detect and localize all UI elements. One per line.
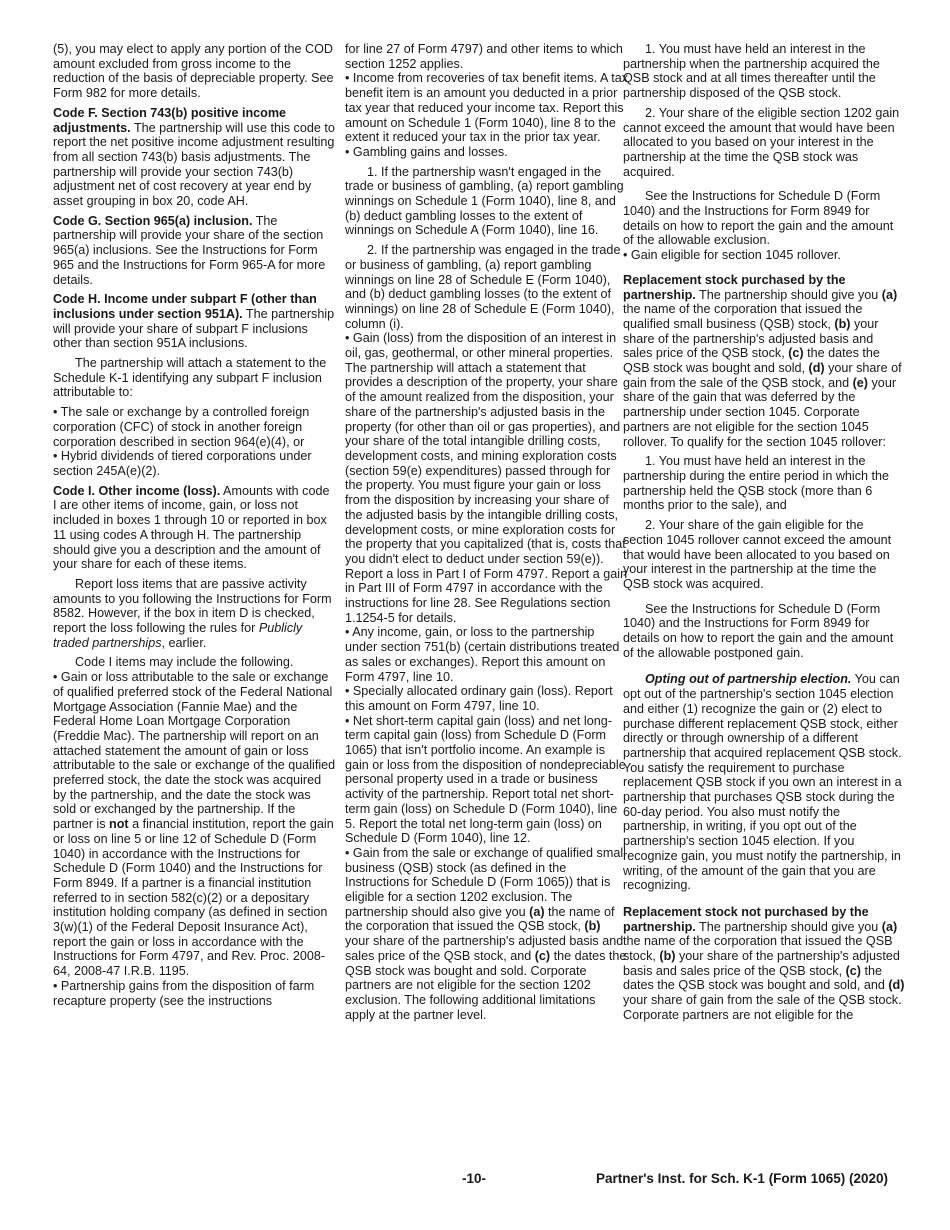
text: your share of gain from the sale of the QSB stock. Corporate partners are not eligible for the (623, 993, 902, 1022)
emphasis-not: not (109, 817, 129, 832)
text: the dates the QSB stock was bought and sold, and (623, 963, 889, 993)
label-a: (a) (529, 904, 545, 919)
label-c: (c) (788, 346, 804, 361)
column-right (623, 42, 906, 1028)
numbered-item: 1. You must have held an interest in the partnership when the partnership acquired the QSB stock and at all times thereafter until the partnership disposed of the QSB stock. (623, 42, 880, 101)
bullet-item (53, 670, 336, 979)
bullet-item (345, 846, 628, 1022)
code-i-section (53, 484, 336, 572)
code-i-heading: Code I. Other income (loss). (53, 483, 221, 498)
text: the name of the corporation that issued the QSB stock, (345, 904, 615, 934)
italic-reference: Publicly traded partnerships (53, 621, 303, 650)
text: the dates the QSB stock was bought and sold. Corporate partners are not eligible for the section 1202 exclusion. The following additional limitations apply at the partner level. (345, 948, 627, 1022)
label-c: (c) (534, 948, 551, 963)
text: your share of the partnership's adjusted basis and sales price of the QSB stock, (623, 316, 879, 361)
bullet-item: • Income from recoveries of tax benefit items. A tax benefit item is an amount you deducted in a prior tax year that reduced your income tax. Report this amount on Schedule 1 (Form 1040), line 8 to the extent it reduced your tax in the prior tax year. (345, 71, 628, 145)
label-c: (c) (845, 963, 862, 978)
page-number: -10- (462, 1171, 487, 1186)
paragraph: Code I items may include the following. (75, 655, 294, 670)
bullet-item: • Gambling gains and losses. (345, 144, 508, 159)
label-d: (d) (888, 978, 905, 993)
opting-out-heading: Opting out of partnership election. (645, 672, 852, 687)
paragraph: The partnership will attach a statement to the Schedule K-1 identifying any subpart F inclusion attributable to: (53, 356, 327, 400)
code-h-section (53, 292, 336, 351)
code-g-body: The partnership will provide your share of the section 965(a) inclusions. See the Instructions for Form 965 and the Instructions for Form 965-A for more details. (53, 213, 326, 287)
numbered-item: 2. Your share of the eligible section 1202 gain cannot exceed the amount that would have been allocated to you based on your interest in the partnership at the time the QSB stock was acquired. (623, 105, 900, 179)
label-b: (b) (659, 949, 676, 964)
bullet-item: • Specially allocated ordinary gain (loss). Report this amount on Form 4797, line 10. (345, 684, 613, 713)
paragraph: See the Instructions for Schedule D (Form 1040) and the Instructions for Form 8949 for details on how to report the gain and the amount of the allowable postponed gain. (623, 601, 894, 660)
code-f-section (53, 106, 336, 209)
text: your share of gain from the sale of the QSB stock, and (623, 361, 902, 390)
code-g-section (53, 214, 336, 288)
bullet-item: • Gain eligible for section 1045 rollover. (623, 248, 841, 263)
column-left (53, 42, 336, 1013)
text: The partnership should give you (695, 287, 882, 302)
text: You can opt out of the partnership's section 1045 election and either (1) recognize the gain or (2) elect to purchase different replacement QSB stock, either directly or through ownership of a different partnership that acquired replacement QSB stock. You satisfy the requirement to purchase replacement QSB stock if you own an interest in a partnership that purchases QSB stock during the 60-day period. You also must notify the partnership, in writing, if you opt out of the partnership's section 1045 election. If you recognize gain, you must notify the partnership, in writing, of the amount of the gain that you are recognizing. (623, 672, 902, 893)
label-b: (b) (584, 919, 601, 934)
label-e: (e) (852, 375, 869, 390)
bullet-item: • The sale or exchange by a controlled foreign corporation (CFC) of stock in another foreign corporation described in section 964(e)(4), or (53, 405, 310, 449)
label-a: (a) (881, 287, 898, 302)
replacement-not-purchased-section (623, 905, 906, 1023)
numbered-item: 1. You must have held an interest in the partnership during the entire period in which the partnership held the QSB stock (more than 6 months prior to the sale), and (623, 454, 890, 513)
text: • Gain or loss attributable to the sale or exchange of qualified preferred stock of the Federal National Mortgage Association (Fannie Mae) and the Federal Home Loan Mortgage Corporation (Freddie Mac). The partnership will report on an attached statement the amount of gain or loss attributable to the sale or exchange of the qualified preferred stock, the date the stock was acquired by the partnership, and the date the stock was sold or exchanged by the partnership. If the partner is (53, 670, 336, 832)
label-a: (a) (881, 919, 898, 934)
numbered-item: 2. If the partnership was engaged in the trade or business of gambling, (a) report gambling winnings on line 28 of Schedule E (Form 1040), and (b) deduct gambling losses (to the extent of winnings) on line 28 of Schedule E (Form 1040), column (i). (345, 243, 621, 331)
code-f-heading: Code F. Section 743(b) positive income adjustments. (53, 105, 287, 135)
label-d: (d) (808, 361, 825, 376)
opting-out-section (623, 672, 906, 893)
column-middle (345, 42, 628, 1027)
paragraph: (5), you may elect to apply any portion of the COD amount excluded from gross income to the reduction of the basis of depreciable property. See Form 982 for more details. (53, 42, 334, 101)
bullet-item: • Net short-term capital gain (loss) and net long-term capital gain (loss) from Schedule D (Form 1065) that isn't portfolio income. An example is gain or loss from the disposition of nondepreciable personal property used in a trade or business activity of the partnership. Report total net short-term gain (loss) on Schedule D (Form 1040), line 5. Report the total net long-term gain (loss) on Schedule D (Form 1040), line 12. (345, 713, 626, 846)
code-f-body: The partnership will use this code to report the net positive income adjustment resulting from all section 743(b) basis adjustments. The partnership will provide your section 743(b) adjustment net of cost recovery at year end by asset grouping in box 20, code AH. (53, 120, 335, 209)
code-i-body: Amounts with code I are other items of income, gain, or loss not included in boxes 1 through 10 or reported in box 11 using codes A through H. The partnership should give you a description and the amount of your share for each of these items. (53, 483, 330, 572)
bullet-item: • Gain (loss) from the disposition of an interest in oil, gas, geothermal, or other mineral properties. The partnership will attach a statement that provides a description of the property, your share of the amount realized from the disposition, your share of the partnership's adjusted basis in the property (for other than oil or gas properties), and your share of the total intangible drilling costs, development costs, and mining exploration costs (section 59(e) expenditures) passed through for the property. You must figure your gain or loss from the disposition by increasing your share of the adjusted basis by the intangible drilling costs, development costs, or mine exploration costs for the property that you capitalized (that is, costs that you didn't elect to deduct under section 59(e)). Report a loss in Part I of Form 4797. Report a gain in Part III of Form 4797 in accordance with the instructions for line 28. See Regulations section 1.1254-5 for details. (345, 331, 628, 625)
paragraph: See the Instructions for Schedule D (Form 1040) and the Instructions for Form 8949 for details on how to report the gain and the amount of the allowable exclusion. (623, 189, 894, 248)
bullet-item: • Hybrid dividends of tiered corporations under section 245A(e)(2). (53, 449, 312, 478)
replacement-purchased-heading: Replacement stock purchased by the partnership. (623, 272, 846, 302)
label-b: (b) (834, 316, 851, 331)
paragraph: for line 27 of Form 4797) and other items to which section 1252 applies. (345, 42, 623, 71)
replacement-purchased-section (623, 273, 906, 449)
replacement-not-purchased-heading: Replacement stock not purchased by the partnership. (623, 904, 869, 934)
paragraph (53, 577, 336, 651)
code-h-body: The partnership will provide your share of subpart F inclusions other than section 951A inclusions. (53, 306, 335, 351)
footer-title: Partner's Inst. for Sch. K-1 (Form 1065) (2020) (595, 1171, 888, 1186)
text: your share of the partnership's adjusted basis and sales price of the QSB stock, (623, 949, 900, 978)
text: Report loss items that are passive activity amounts to you following the Instructions for Form 8582. However, if the box in item D is checked, report the loss following the rules for (53, 576, 332, 636)
numbered-item: 1. If the partnership wasn't engaged in the trade or business of gambling, (a) report gambling winnings on Schedule 1 (Form 1040), line 8, and (b) deduct gambling losses to the extent of winnings on Schedule A (Form 1040), line 16. (345, 164, 624, 238)
code-g-heading: Code G. Section 965(a) inclusion. (53, 213, 253, 228)
text: The partnership should give you (695, 919, 882, 934)
text: , earlier. (161, 635, 207, 650)
text: the dates the QSB stock was bought and sold, (623, 346, 880, 376)
text: your share of the partnership's adjusted basis and sales price of the QSB stock, and (345, 934, 624, 963)
numbered-item: 2. Your share of the gain eligible for the section 1045 rollover cannot exceed the amount that would have been allocated to you based on your interest in the partnership at the time the QSB stock was acquired. (623, 518, 892, 591)
text: the name of the corporation that issued the QSB stock, (623, 934, 893, 964)
text: a financial institution, report the gain or loss on line 5 or line 12 of Schedule D (Form 1040) in accordance with the Instructions for Schedule D (Form 1040) and the Instructions for Form 8949. If a partner is a financial institution referred to in section 582(c)(2) or a depositary institution holding company (as defined in section 3(w)(1) of the Federal Deposit Insurance Act), report the gain or loss in accordance with the Instructions for Form 4797, and Rev. Proc. 2008-64, 2008-47 I.R.B. 1195. (53, 817, 334, 979)
text: your share of the gain that was deferred by the partnership under section 1045. Corporate partners are not eligible for the section 1045 rollover. To qualify for the section 1045 rollover: (623, 375, 897, 449)
text: the name of the corporation that issued the qualified small business (QSB) stock, (623, 302, 863, 331)
text: • Gain from the sale or exchange of qualified small business (QSB) stock (as defined in the Instructions for Schedule D (Form 1065)) that is eligible for a section 1202 exclusion. The partnership should also give you (345, 845, 626, 919)
code-h-heading: Code H. Income under subpart F (other than inclusions under section 951A). (53, 292, 317, 321)
bullet-item: • Partnership gains from the disposition of farm recapture property (see the instructions (53, 978, 315, 1008)
bullet-item: • Any income, gain, or loss to the partnership under section 751(b) (certain distributions treated as sales or exchanges). Report this amount on Form 4797, line 10. (345, 625, 620, 684)
